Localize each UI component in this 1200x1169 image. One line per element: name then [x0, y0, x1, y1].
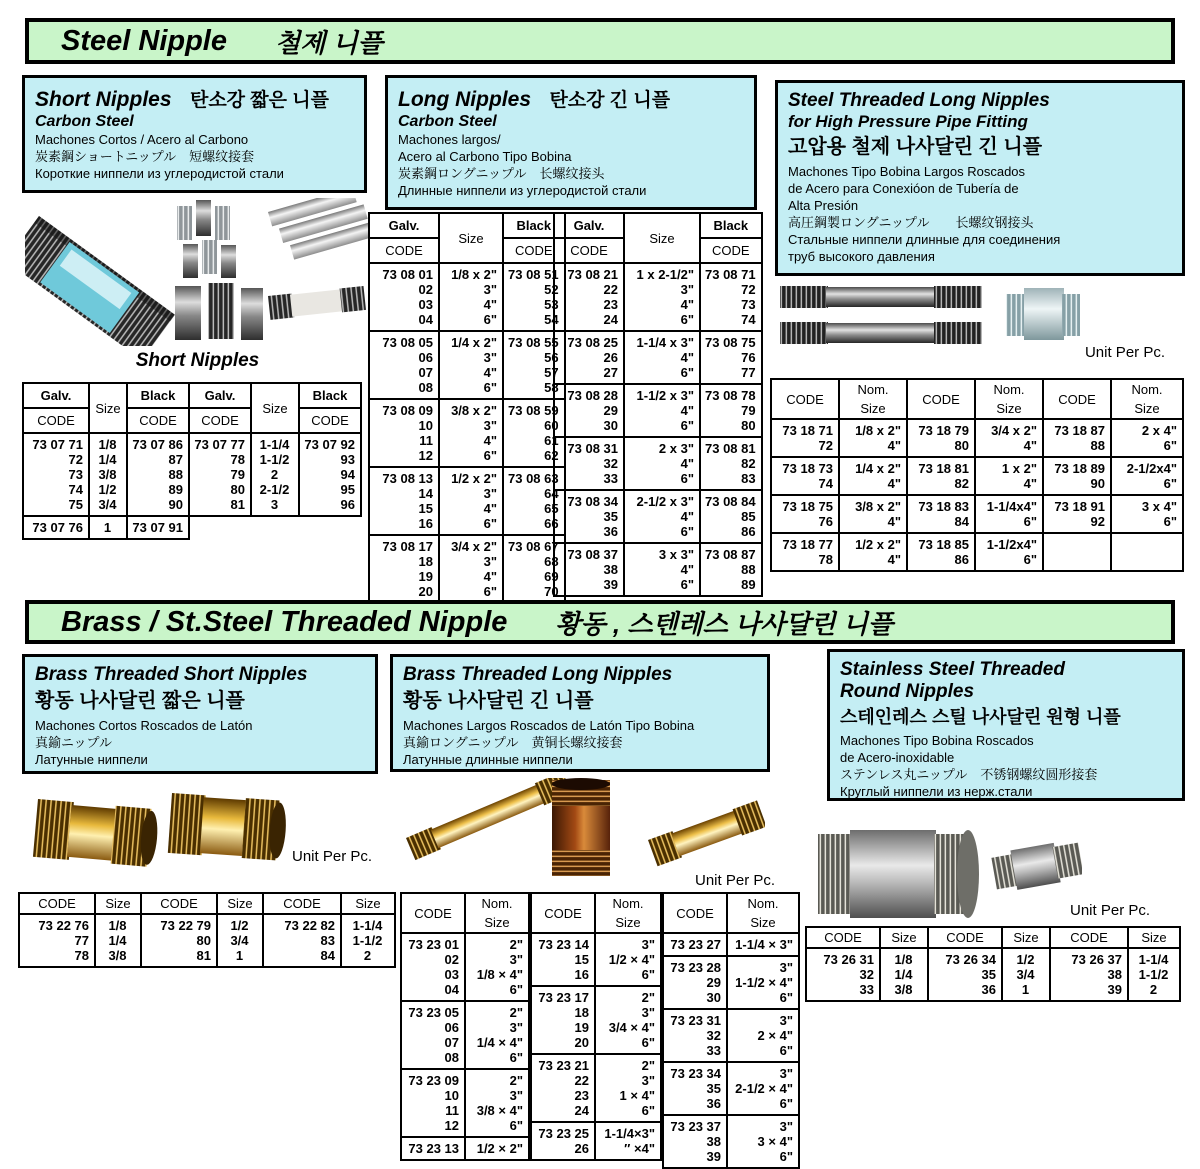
panel-text-line: 炭素鋼ショートニップル 短螺纹接套 — [35, 149, 255, 164]
short-nipples-panel — [22, 75, 367, 193]
unit-per-pc-label: Unit Per Pc. — [695, 872, 776, 889]
panel-text-line: de Acero para Conexióon de Tubería de — [788, 181, 1019, 196]
steel-threaded-photo-illustration — [778, 278, 1083, 356]
table-cell: 73 26 34 35 36 — [928, 948, 1002, 1001]
table-cell: 73 08 13 14 15 16 — [369, 467, 439, 535]
panel-text-line: 真鍮ニップル — [35, 735, 112, 750]
small-nipple-cluster — [177, 200, 236, 278]
column-header: Nom. Size — [595, 893, 661, 933]
panel-title-line2: for High Pressure Pipe Fitting — [788, 112, 1028, 131]
brass_long_3-table — [662, 892, 800, 1169]
table-cell: 2" 3" 1/8 × 4" 6" — [465, 933, 529, 1001]
panel-title-kr: 탄소강 짧은 니플 — [189, 90, 330, 111]
panel-text-line: Machones Tipo Bobina Roscados — [840, 733, 1034, 748]
table-cell: 73 08 37 38 39 — [554, 543, 624, 596]
column-header: CODE — [263, 893, 341, 914]
table-cell: 73 07 92 93 94 95 96 — [299, 433, 361, 516]
long-nipples-table-a-wrap — [368, 212, 566, 604]
table-cell: 73 08 67 68 69 70 — [503, 535, 565, 603]
table-cell: 2" 3" 1/4 × 4" 6" — [465, 1001, 529, 1069]
panel-text-lines — [788, 163, 1172, 265]
table-cell — [251, 516, 299, 539]
column-header: Galv. CODE — [369, 213, 439, 263]
column-header: CODE — [1050, 927, 1128, 948]
short-nipples-table-wrap — [22, 382, 362, 540]
stainless-round-nipples-panel — [827, 649, 1185, 801]
panel-text-line: Acero al Carbono Tipo Bobina — [398, 149, 572, 164]
column-header: CODE — [928, 927, 1002, 948]
table-cell — [1043, 533, 1111, 571]
table-cell: 2" 3" 3/8 × 4" 6" — [465, 1069, 529, 1137]
column-header: Size — [439, 213, 503, 263]
table-cell: 1 x 2-1/2" 3" 4" 6" — [624, 263, 700, 331]
table-cell: 3" 1/2 × 4" 6" — [595, 933, 661, 986]
stainless-table-wrap — [805, 926, 1181, 1002]
table-cell: 73 08 25 26 27 — [554, 331, 624, 384]
panel-text-line: Короткие ниппели из углеродистой стали — [35, 166, 284, 181]
table-cell: 1-1/4 1-1/2 2 — [1128, 948, 1180, 1001]
table-cell: 73 26 31 32 33 — [806, 948, 880, 1001]
table-cell: 73 07 91 — [127, 516, 189, 539]
panel-title — [398, 85, 744, 112]
table-cell: 73 26 37 38 39 — [1050, 948, 1128, 1001]
column-header: Galv. CODE — [23, 383, 89, 433]
table-cell: 2-1/2 x 3" 4" 6" — [624, 490, 700, 543]
table-cell: 73 18 85 86 — [907, 533, 975, 571]
brass-nipple-2 — [168, 793, 288, 861]
table-cell: 73 08 05 06 07 08 — [369, 331, 439, 399]
table-cell: 73 22 82 83 84 — [263, 914, 341, 967]
column-header: Size — [341, 893, 395, 914]
table-cell: 3" 1-1/2 × 4" 6" — [727, 956, 799, 1009]
table-cell: 73 18 89 90 — [1043, 457, 1111, 495]
column-header: Nom. Size — [1111, 379, 1183, 419]
table-cell: 73 18 71 72 — [771, 419, 839, 457]
panel-text-line: Круглый ниппели из нерж.стали — [840, 784, 1033, 799]
column-header: Nom. Size — [975, 379, 1043, 419]
chrome-nipple-group — [268, 198, 370, 263]
table-cell: 73 07 86 87 88 89 90 — [127, 433, 189, 516]
table-cell: 2 x 4" 6" — [1111, 419, 1183, 457]
section-banner-steel-nipple — [25, 18, 1175, 64]
column-header: Nom. Size — [465, 893, 529, 933]
panel-title-kr: 황동 나사달린 긴 니플 — [403, 690, 594, 712]
table-cell: 73 07 76 — [23, 516, 89, 539]
table-cell: 73 08 59 60 61 62 — [503, 399, 565, 467]
panel-title-en: Short Nipples — [35, 88, 172, 111]
table-cell: 73 18 87 88 — [1043, 419, 1111, 457]
table-cell: 73 08 81 82 83 — [700, 437, 762, 490]
table-cell: 73 08 87 88 89 — [700, 543, 762, 596]
table-cell: 73 23 01 02 03 04 — [401, 933, 465, 1001]
panel-subtitle: Carbon Steel — [35, 113, 134, 130]
table-cell — [1111, 533, 1183, 571]
panel-text-line: Латунные длинные ниппели — [403, 752, 573, 767]
table-cell: 3" 2 × 4" 6" — [727, 1009, 799, 1062]
panel-title-kr: 고압용 철제 나사달린 긴 니플 — [788, 136, 1043, 158]
panel-text-line: Machones Cortos / Acero al Carbono — [35, 132, 249, 147]
panel-text-line: 真鍮ロングニップル 黄铜长螺纹接套 — [403, 735, 623, 750]
table-cell: 73 23 28 29 30 — [663, 956, 727, 1009]
long-nipple-2 — [780, 322, 982, 344]
panel-text-lines — [35, 717, 365, 768]
panel-subtitle: Carbon Steel — [398, 113, 497, 130]
table-cell: 1-1/4 × 3" — [727, 933, 799, 956]
panel-text-lines — [840, 732, 1172, 800]
table-cell: 73 08 51 52 53 54 — [503, 263, 565, 331]
table-cell: 73 23 14 15 16 — [531, 933, 595, 986]
table-cell: 73 08 21 22 23 24 — [554, 263, 624, 331]
column-header: Galv. CODE — [554, 213, 624, 263]
table-cell: 3/8 x 2" 3" 4" 6" — [439, 399, 503, 467]
column-header: CODE — [663, 893, 727, 933]
table-cell: 1/2 3/4 1 — [1002, 948, 1050, 1001]
panel-title-en: Long Nipples — [398, 88, 531, 111]
banner-title-en: Brass / St.Steel Threaded Nipple — [61, 605, 508, 638]
table-cell: 73 23 34 35 36 — [663, 1062, 727, 1115]
column-header: Nom. Size — [727, 893, 799, 933]
short-table — [22, 382, 362, 540]
brass-long-photo-illustration — [400, 778, 765, 880]
short-nipples-photo — [25, 198, 370, 346]
panel-text-line: труб высокого давления — [788, 249, 935, 264]
table-cell: 73 08 55 56 57 58 — [503, 331, 565, 399]
table-cell: 73 08 34 35 36 — [554, 490, 624, 543]
panel-text-line: Machones Cortos Roscados de Latón — [35, 718, 253, 733]
table-cell: 73 23 17 18 19 20 — [531, 986, 595, 1054]
table-cell: 73 18 75 76 — [771, 495, 839, 533]
panel-title-line1: Brass Threaded Short Nipples — [35, 664, 308, 685]
large-nipple — [25, 216, 175, 346]
table-cell: 73 18 81 82 — [907, 457, 975, 495]
table-cell: 73 08 28 29 30 — [554, 384, 624, 437]
steel-threaded-long-nipples-panel — [775, 80, 1185, 276]
column-header: CODE — [806, 927, 880, 948]
brass-nipple-1 — [33, 799, 160, 867]
long-nipples-panel — [385, 75, 757, 210]
panel-title-kr: 스테인레스 스틸 나사달린 원형 니플 — [840, 707, 1121, 727]
panel-text-line: 炭素鋼ロングニップル 长螺纹接头 — [398, 166, 605, 181]
brass-long-nipples-photo — [400, 778, 765, 880]
table-cell: 73 08 17 18 19 20 — [369, 535, 439, 603]
table-cell: 73 23 05 06 07 08 — [401, 1001, 465, 1069]
column-header: Size — [251, 383, 299, 433]
table-cell: 1-1/2 x 3" 4" 6" — [624, 384, 700, 437]
table-cell: 73 23 37 38 39 — [663, 1115, 727, 1168]
panel-text-lines — [403, 717, 757, 768]
table-cell: 2" 3" 3/4 × 4" 6" — [595, 986, 661, 1054]
banner-title-en: Steel Nipple — [61, 24, 227, 57]
panel-title-line1: Stainless Steel Threaded — [840, 659, 1065, 680]
table-cell: 1 x 2" 4" — [975, 457, 1043, 495]
brass-long-nipple-2 — [552, 778, 610, 876]
table-cell: 1/4 x 2" 4" — [839, 457, 907, 495]
unit-per-pc-label: Unit Per Pc. — [1084, 344, 1165, 361]
stainless-small-nipple — [991, 839, 1082, 894]
table-cell: 73 07 71 72 73 74 75 — [23, 433, 89, 516]
panel-text-line: Стальные ниппели длинные для соединения — [788, 232, 1061, 247]
table-cell: 73 22 79 80 81 — [141, 914, 217, 967]
panel-text-line: Латунные ниппели — [35, 752, 148, 767]
stainless-large-nipple — [818, 830, 979, 918]
table-cell: 73 08 71 72 73 74 — [700, 263, 762, 331]
table-cell: 73 18 79 80 — [907, 419, 975, 457]
stainless-photo-illustration — [812, 826, 1082, 924]
table-cell: 1/8 1/4 3/8 — [95, 914, 141, 967]
column-header: Size — [1002, 927, 1050, 948]
brass-short-nipples-photo — [30, 783, 292, 881]
column-header: Size — [880, 927, 928, 948]
table-cell: 1/2 × 2" — [465, 1137, 529, 1160]
brass-long-nipple-1 — [406, 778, 572, 860]
table-cell: 1/2 3/4 1 — [217, 914, 263, 967]
table-cell: 73 08 78 79 80 — [700, 384, 762, 437]
table-cell: 3/8 x 2" 4" — [839, 495, 907, 533]
column-header: Nom. Size — [839, 379, 907, 419]
panel-text-line: 高圧鋼製ロングニップル 长螺纹钢接头 — [788, 215, 1034, 230]
table-cell: 73 23 25 26 — [531, 1122, 595, 1160]
table-cell: 73 23 21 22 23 24 — [531, 1054, 595, 1122]
steel-threaded-table-wrap — [770, 378, 1184, 572]
brass-short-table-wrap — [18, 892, 396, 968]
table-cell: 3/4 x 2" 3" 4" 6" — [439, 535, 503, 603]
banner-title-kr: 철제 니플 — [275, 27, 383, 58]
short-nipples-photo-illustration — [25, 198, 370, 346]
column-header: Size — [89, 383, 127, 433]
panel-text-line: Machones Largos Roscados de Latón Tipo Bobina — [403, 718, 695, 733]
brass-long-table-1-wrap — [400, 892, 530, 1161]
galvanized-nipple — [1006, 288, 1080, 340]
panel-text-lines — [398, 131, 744, 199]
panel-text-line: Machones Tipo Bobina Largos Roscados — [788, 164, 1026, 179]
table-cell: 1-1/4 x 3" 4" 6" — [624, 331, 700, 384]
column-header: CODE — [531, 893, 595, 933]
column-header: Black CODE — [503, 213, 565, 263]
table-cell: 73 08 01 02 03 04 — [369, 263, 439, 331]
table-cell: 73 18 83 84 — [907, 495, 975, 533]
table-cell: 3/4 x 2" 4" — [975, 419, 1043, 457]
table-cell: 1/4 x 2" 3" 4" 6" — [439, 331, 503, 399]
table-cell: 1-1/4×3" ″ ×4" — [595, 1122, 661, 1160]
table-cell: 73 23 27 — [663, 933, 727, 956]
panel-title-kr: 탄소강 긴 니플 — [549, 90, 671, 111]
table-cell: 73 23 09 10 11 12 — [401, 1069, 465, 1137]
brass_long_2-table — [530, 892, 662, 1161]
panel-text-line: ステンレス丸ニップル 不锈钢螺纹圆形接套 — [840, 767, 1098, 782]
panel-title-line2: Round Nipples — [840, 681, 975, 702]
table-cell: 1-1/2x4" 6" — [975, 533, 1043, 571]
brass_short-table — [18, 892, 396, 968]
panel-title-line1: Brass Threaded Long Nipples — [403, 664, 673, 685]
brass-long-table-row — [400, 892, 800, 1169]
table-cell: 73 07 77 78 79 80 81 — [189, 433, 251, 516]
table-cell: 73 08 31 32 33 — [554, 437, 624, 490]
table-cell: 73 23 31 32 33 — [663, 1009, 727, 1062]
panel-text-line: de Acero-inoxidable — [840, 750, 955, 765]
panel-text-line: Длинные ниппели из углеродистой стали — [398, 183, 647, 198]
panel-title-line1: Steel Threaded Long Nipples — [788, 90, 1050, 111]
column-header: Size — [95, 893, 141, 914]
steel-threaded-nipples-photo — [778, 278, 1083, 356]
table-cell: 3" 2-1/2 × 4" 6" — [727, 1062, 799, 1115]
table-cell: 1-1/4x4" 6" — [975, 495, 1043, 533]
table-cell: 73 18 77 78 — [771, 533, 839, 571]
column-header: CODE — [1043, 379, 1111, 419]
column-header: Black CODE — [299, 383, 361, 433]
table-cell — [299, 516, 361, 539]
table-cell: 1/2 x 2" 4" — [839, 533, 907, 571]
banner-title-kr: 황동 , 스텐레스 나사달린 니플 — [555, 608, 893, 639]
panel-title — [35, 85, 354, 112]
brass-long-nipples-panel — [390, 654, 770, 772]
long_b-table — [553, 212, 763, 597]
long-nipple-1 — [780, 286, 982, 308]
short-nipples-photo-caption: Short Nipples — [135, 350, 260, 371]
brass-long-nipple-3 — [648, 800, 765, 866]
dark-nipple-group — [175, 283, 263, 340]
table-cell: 1-1/4 1-1/2 2 2-1/2 3 — [251, 433, 299, 516]
column-header: Galv. CODE — [189, 383, 251, 433]
column-header: CODE — [771, 379, 839, 419]
table-cell: 73 18 91 92 — [1043, 495, 1111, 533]
long-nipples-table-b-wrap — [553, 212, 763, 597]
labeled-nipple — [268, 286, 366, 320]
table-cell: 73 08 84 85 86 — [700, 490, 762, 543]
column-header: CODE — [19, 893, 95, 914]
table-cell — [189, 516, 251, 539]
steel-table — [770, 378, 1184, 572]
column-header: Black CODE — [127, 383, 189, 433]
table-cell: 73 08 75 76 77 — [700, 331, 762, 384]
table-cell: 1-1/4 1-1/2 2 — [341, 914, 395, 967]
brass-long-table-2-wrap — [530, 892, 662, 1161]
column-header: CODE — [141, 893, 217, 914]
brass-short-photo-illustration — [30, 783, 292, 881]
table-cell: 3 x 3" 4" 6" — [624, 543, 700, 596]
table-cell: 1/8 x 2" 4" — [839, 419, 907, 457]
brass-short-nipples-panel — [22, 654, 378, 774]
column-header: Size — [624, 213, 700, 263]
table-cell: 73 08 09 10 11 12 — [369, 399, 439, 467]
table-cell: 1/2 x 2" 3" 4" 6" — [439, 467, 503, 535]
table-cell: 73 22 76 77 78 — [19, 914, 95, 967]
table-cell: 1/8 1/4 3/8 1/2 3/4 — [89, 433, 127, 516]
table-cell: 73 18 73 74 — [771, 457, 839, 495]
panel-text-lines — [35, 131, 354, 182]
panel-text-line: Alta Presión — [788, 198, 859, 213]
table-cell: 1/8 x 2" 3" 4" 6" — [439, 263, 503, 331]
column-header: CODE — [907, 379, 975, 419]
table-cell: 1 — [89, 516, 127, 539]
panel-title-kr: 황동 나사달린 짧은 니플 — [35, 690, 245, 712]
unit-per-pc-label: Unit Per Pc. — [1070, 902, 1151, 919]
table-cell: 2-1/2x4" 6" — [1111, 457, 1183, 495]
column-header: Black CODE — [700, 213, 762, 263]
panel-text-line: Machones largos/ — [398, 132, 501, 147]
table-cell: 2 x 3" 4" 6" — [624, 437, 700, 490]
table-cell: 1/8 1/4 3/8 — [880, 948, 928, 1001]
long_a-table — [368, 212, 566, 604]
table-cell: 3 x 4" 6" — [1111, 495, 1183, 533]
unit-per-pc-label: Unit Per Pc. — [292, 848, 373, 865]
table-cell: 73 08 63 64 65 66 — [503, 467, 565, 535]
brass_long_1-table — [400, 892, 530, 1161]
brass-long-table-3-wrap — [662, 892, 800, 1169]
stainless-table — [805, 926, 1181, 1002]
column-header: Size — [1128, 927, 1180, 948]
column-header: CODE — [401, 893, 465, 933]
stainless-nipples-photo — [812, 826, 1082, 924]
table-cell: 2" 3" 1 × 4" 6" — [595, 1054, 661, 1122]
column-header: Size — [217, 893, 263, 914]
table-cell: 73 23 13 — [401, 1137, 465, 1160]
table-cell: 3" 3 × 4" 6" — [727, 1115, 799, 1168]
section-banner-brass-ststeel — [25, 600, 1175, 644]
